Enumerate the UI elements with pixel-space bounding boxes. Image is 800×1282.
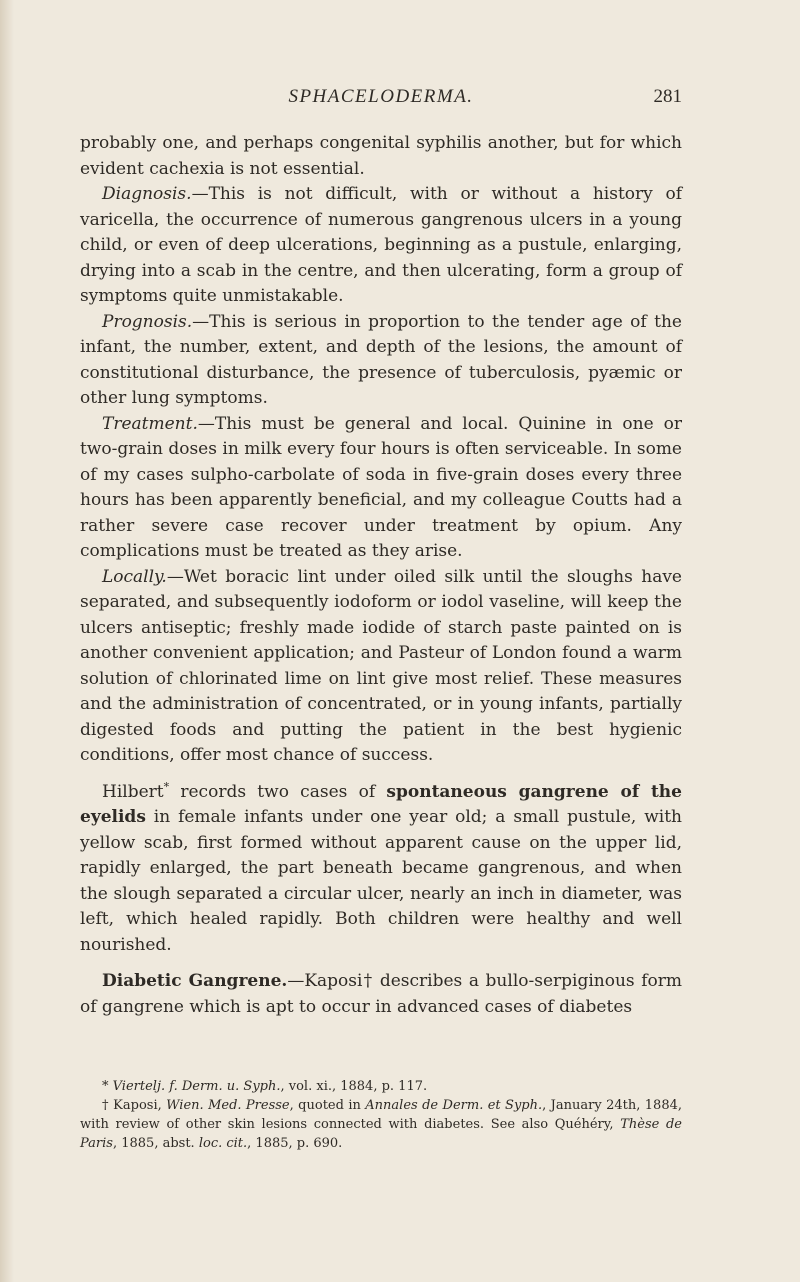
- paragraph-text: —This is not difficult, with or without a history of varicella, the occurrence of numerous gangrenous ulcers in a young child, or even of deep ulcerations, beginning as a pustule, enlarging, drying into a scab in the centre, and then ulcerating, form a group of symptoms quite unmistakable.: [80, 184, 682, 306]
- paragraph-diagnosis: [80, 182, 682, 310]
- footnote-2: [80, 1096, 682, 1153]
- body-text: [80, 131, 682, 1020]
- citation-title: loc. cit.: [198, 1136, 248, 1151]
- section-heading-diabetic-gangrene: Diabetic Gangrene.: [102, 971, 288, 991]
- footnote-mark: *: [102, 1079, 113, 1094]
- paragraph-text: —Kaposi: [287, 971, 363, 991]
- paragraph-locally: [80, 565, 682, 769]
- paragraph-text: in female infants under one year old; a small pustule, with yellow scab, first formed without apparent cause on the upper lid, rapidly enlarged, the part beneath became gangrenous, and when the slough separated a circular ulcer, nearly an inch in diameter, was left, which healed rapidly. Both children were healthy and well nourished.: [80, 807, 682, 955]
- footnote-ref: †: [362, 971, 374, 991]
- footnote-mark: † Kaposi,: [102, 1098, 167, 1113]
- running-title: SPHACELODERMA.: [288, 86, 474, 107]
- citation-title: Annales de Derm. et Syph.: [365, 1098, 543, 1113]
- paragraph-text: records two cases of: [169, 781, 387, 802]
- footnote-text: , vol. xi., 1884, p. 117.: [280, 1079, 428, 1094]
- paragraph-prognosis: [80, 310, 682, 412]
- footnote-text: , 1885, p. 690.: [247, 1136, 343, 1151]
- footnotes: [80, 1077, 682, 1153]
- paragraph-continuation: [80, 131, 682, 182]
- paragraph-treatment: [80, 412, 682, 565]
- section-label-treatment: Treatment.: [102, 413, 198, 434]
- paragraph-text: Hilbert: [102, 781, 164, 802]
- footnote-text: , quoted in: [289, 1098, 366, 1113]
- section-label-diagnosis: Diagnosis.: [102, 184, 192, 204]
- paragraph-text: —This is serious in proportion to the tender age of the infant, the number, extent, and depth of the lesions, the amount of constitutional disturbance, the presence of tuberculosis, pyæmic or other lung symptoms.: [80, 311, 682, 408]
- citation-title: Viertelj. f. Derm. u. Syph.: [112, 1079, 281, 1094]
- footnote-1: [80, 1077, 682, 1096]
- footnote-ref: *: [163, 779, 170, 793]
- page-edge-shadow: [0, 0, 14, 1282]
- paragraph-diabetic-gangrene: [80, 969, 682, 1020]
- footnote-text: , 1885, abst.: [112, 1136, 199, 1151]
- paragraph-text: —This must be general and local. Quinine in one or two-grain doses in milk every four hours is often serviceable. In some of my cases sulpho-carbolate of soda in five-grain doses every three hours has been apparently beneficial, and my colleague Coutts had a rather severe case recover under treatment by opium. Any complications must be treated as they arise.: [80, 413, 682, 561]
- section-label-prognosis: Prognosis.: [102, 311, 193, 332]
- page-number: 281: [653, 86, 682, 107]
- section-label-locally: Locally.: [102, 566, 167, 587]
- paragraph-text: probably one, and perhaps congenital syphilis another, but for which evident cachexia is not essential.: [80, 133, 682, 179]
- running-header: [80, 86, 682, 112]
- citation-title: Thèse de Paris: [80, 1117, 682, 1151]
- citation-title: Wien. Med. Presse: [166, 1098, 290, 1113]
- paragraph-text: describes a bullo-serpiginous form of gangrene which is apt to occur in advanced cases of diabetes: [80, 971, 682, 1017]
- paragraph-text: —Wet boracic lint under oiled silk until the sloughs have separated, and subsequently iodoform or iodol vaseline, will keep the ulcers antiseptic; freshly made iodide of starch paste painted on is another convenient application; and Pasteur of London found a warm solution of chlorinated lime on lint give most relief. These measures and the administration of concentrated, or in young infants, partially digested foods and putting the patient in the best hygienic conditions, offer most chance of success.: [80, 566, 682, 765]
- footnote-text: , January 24th, 1884, with review of other skin lesions connected with diabetes. See also Quéhéry,: [80, 1098, 682, 1132]
- bold-term: spontaneous gangrene of the eyelids: [80, 781, 682, 827]
- paragraph-hilbert: [80, 780, 682, 959]
